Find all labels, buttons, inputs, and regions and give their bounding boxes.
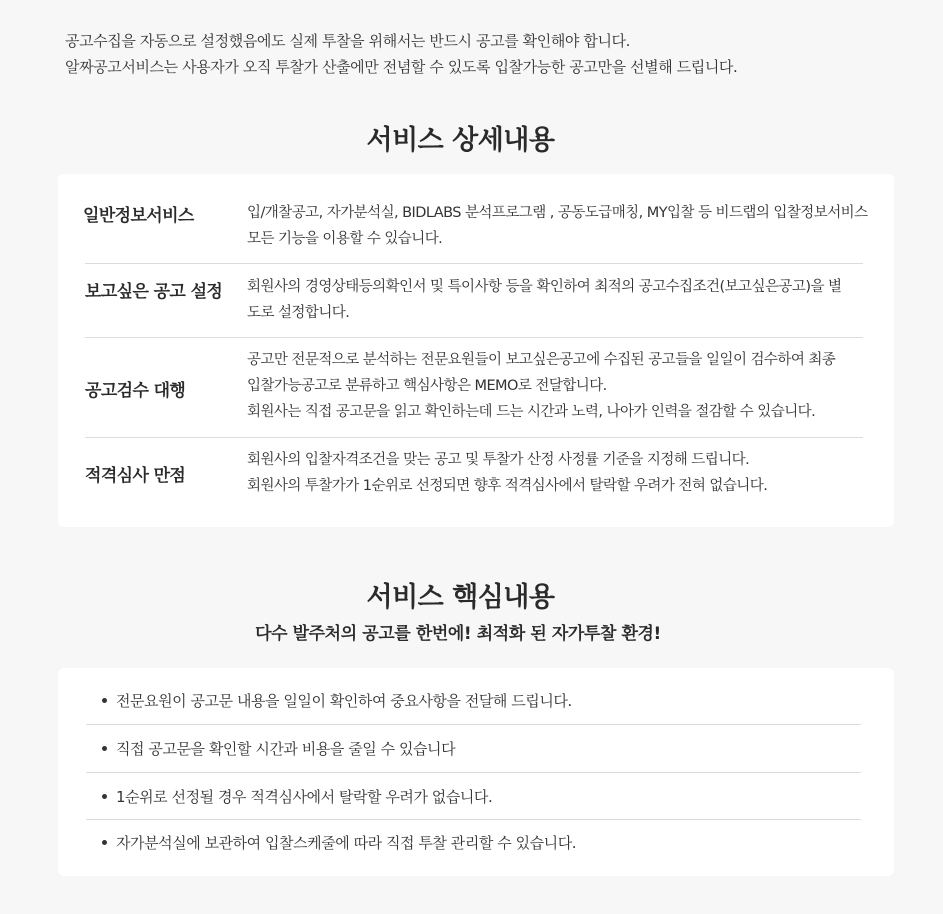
list-item: 자가분석실에 보관하여 입찰스케줄에 따라 직접 투찰 관리할 수 있습니다. bbox=[86, 819, 861, 864]
detail-row-qualification bbox=[85, 437, 863, 517]
service-detail-card bbox=[58, 174, 894, 527]
intro-text bbox=[65, 28, 737, 80]
bullet-icon bbox=[102, 698, 107, 703]
detail-row-label: 적격심사 만점 bbox=[85, 466, 186, 486]
core-section-title: 서비스 핵심내용 bbox=[366, 582, 555, 613]
detail-row-description: 입/개찰공고, 자가분석실, BIDLABS 분석프로그램 , 공동도급매칭, MY입찰 등 비드랩의 입찰정보서비스 모든 기능을 이용할 수 있습니다. bbox=[247, 205, 868, 247]
list-item: 1순위로 선정될 경우 적격심사에서 탈락할 우려가 없습니다. bbox=[86, 772, 861, 819]
detail-row-label: 일반정보서비스 bbox=[83, 206, 194, 226]
detail-row-description: 회원사의 경영상태등의확인서 및 특이사항 등을 확인하여 최적의 공고수집조건(보고싶은공고)을 별 도로 설정합니다. bbox=[247, 279, 842, 321]
bullet-icon bbox=[102, 746, 107, 751]
bullet-icon bbox=[102, 840, 107, 845]
detail-row-inspection bbox=[85, 337, 863, 437]
list-item: 전문요원이 공고문 내용을 일일이 확인하여 중요사항을 전달해 드립니다. bbox=[86, 690, 861, 724]
intro-line: 공고수집을 자동으로 설정했음에도 실제 투찰을 위해서는 반드시 공고를 확인해야 합니다. bbox=[65, 32, 631, 50]
service-core-card bbox=[58, 668, 894, 876]
detail-row-description: 공고만 전문적으로 분석하는 전문요원들이 보고싶은공고에 수집된 공고들을 일일이 검수하여 최종 입찰가능공고로 분류하고 핵심사항은 MEMO로 전달합니다. 회원사는 직접 공고문을 읽고 확인하는데 드는 시간과 노력, 나아가 인력을 절감할 수 있습니다. bbox=[247, 352, 836, 420]
detail-row-description: 회원사의 입찰자격조건을 맞는 공고 및 투찰가 산정 사정률 기준을 지정해 드립니다. 회원사의 투찰가가 1순위로 선정되면 향후 적격심사에서 탈락할 우려가 전혀 없습니다. bbox=[247, 452, 768, 494]
core-section-subtitle: 다수 발주처의 공고를 한번에! 최적화 된 자가투찰 환경! bbox=[255, 624, 661, 644]
list-item: 직접 공고문을 확인할 시간과 비용을 줄일 수 있습니다 bbox=[86, 724, 861, 772]
detail-row-label: 공고검수 대행 bbox=[85, 381, 186, 401]
detail-row-preferred-notice bbox=[85, 263, 863, 337]
detail-row-general-info bbox=[83, 198, 868, 262]
intro-line: 알짜공고서비스는 사용자가 오직 투찰가 산출에만 전념할 수 있도록 입찰가능한 공고만을 선별해 드립니다. bbox=[65, 58, 738, 76]
detail-row-label: 보고싶은 공고 설정 bbox=[85, 282, 223, 302]
bullet-icon bbox=[102, 794, 107, 799]
detail-section-title: 서비스 상세내용 bbox=[366, 125, 555, 156]
